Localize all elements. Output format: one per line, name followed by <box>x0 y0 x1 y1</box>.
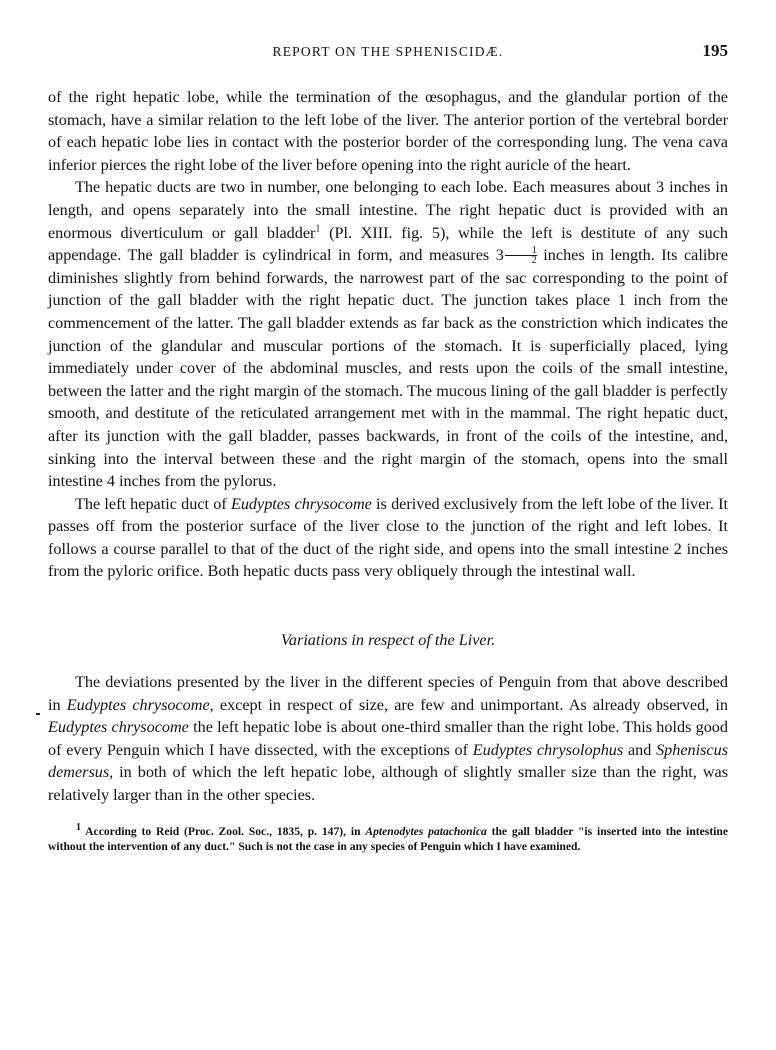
species-name: Eudyptes chrysocome <box>48 718 189 737</box>
body-text <box>48 86 728 854</box>
section-heading: Variations in respect of the Liver. <box>280 631 496 650</box>
footnote-text-b: the gall bladder "is inserted into the intestine without the intervention of any duct." Such is not the case in any species of Penguin which I have examined. <box>48 824 728 854</box>
paragraph-4-text-a: The deviations presented by the liver in the different species of Penguin from that above described in <box>48 673 728 714</box>
paragraph-4-text-e: in both of which the left hepatic lobe, although of slightly smaller size than the right, was relatively larger than in the other species. <box>48 763 728 805</box>
paragraph-2 <box>48 176 728 492</box>
running-head-title: REPORT ON THE SPHENISCIDÆ. <box>272 44 504 59</box>
paragraph-4-text-c: the left hepatic lobe is about one-third smaller than the right lobe. This holds good of every Penguin which I have dissected, with the exceptions of <box>48 718 728 759</box>
species-name: Eudyptes chrysolophus <box>472 740 624 759</box>
paragraph-2-text-a: The hepatic ducts are two in number, one belonging to each lobe. Each measures about 3 inches in length, and opens separately into the small intestine. The right hepatic duct is provided with an enormous diverticulum or gall bladder <box>48 178 728 242</box>
paragraph-4-text-d: and <box>623 740 657 759</box>
paragraph-1-text: of the right hepatic lobe, while the termination of the œsophagus, and the glandular portion of the stomach, have a similar relation to the left lobe of the liver. The anterior portion of the vertebral border of each hepatic lobe lies in contact with the posterior border of the corresponding lung. The vena cava inferior pierces the right lobe of the liver before opening into the right auricle of the heart. <box>48 88 728 174</box>
paragraph-3-text-b: is derived exclusively from the left lobe of the liver. It passes off from the posterior surface of the liver close to the junction of the right and left lobes. It follows a course parallel to that of the duct of the right side, and opens into the small intestine 2 inches from the pyloric orifice. Both hepatic ducts pass very obliquely through the intestinal wall. <box>48 494 728 581</box>
fraction-denominator: 2 <box>531 255 537 267</box>
paragraph-3-text-a: The left hepatic duct of <box>75 494 231 513</box>
footnote-text-a: According to Reid (Proc. Zool. Soc., 1835, p. 147), in <box>81 824 366 838</box>
species-name: Spheniscus demersus, <box>48 740 728 782</box>
paragraph-4 <box>48 671 728 807</box>
fraction-half <box>505 246 537 265</box>
paragraph-4-text-b: except in respect of size, are few and unimportant. As already observed, in <box>213 695 728 714</box>
paragraph-2-text-b: (Pl. XIII. fig. 5), while the left is destitute of any such appendage. The gall bladder is cylindrical in form, and measures 3 <box>48 223 728 265</box>
species-name: Aptenodytes patachonica <box>365 824 487 838</box>
fraction-numerator: 1 <box>505 246 537 256</box>
page-number: 195 <box>702 41 728 60</box>
footnote-reference: 1 <box>315 223 321 235</box>
species-name: Eudyptes chrysocome <box>230 494 372 513</box>
running-head <box>48 40 728 66</box>
paragraph-3 <box>48 493 728 583</box>
paragraph-1 <box>48 86 728 176</box>
species-name: Eudyptes chrysocome, <box>66 695 214 714</box>
footnote <box>48 821 728 855</box>
paragraph-2-text-c: inches in length. Its calibre diminishes slightly from behind forwards, the narrowest part of the sac corresponding to the point of junction of the gall bladder with the right hepatic duct. The junction takes place 1 inch from the commencement of the latter. The gall bladder extends as far back as the constriction which indicates the junction of the glandular and muscular portions of the stomach. It is superficially placed, lying immediately under cover of the abdominal muscles, and rests upon the coils of the small intestine, between the latter and the right margin of the stomach. The mucous lining of the gall bladder is perfectly smooth, and destitute of the reticulated arrangement met with in the mammal. The right hepatic duct, after its junction with the gall bladder, passes backwards, in front of the coils of the intestine, and, sinking into the interval between these and the right margin of the stomach, opens into the small intestine 4 inches from the pylorus. <box>48 246 728 491</box>
page <box>48 40 728 854</box>
footnote-marker: 1 <box>76 821 81 833</box>
stray-ink-mark <box>36 713 40 715</box>
